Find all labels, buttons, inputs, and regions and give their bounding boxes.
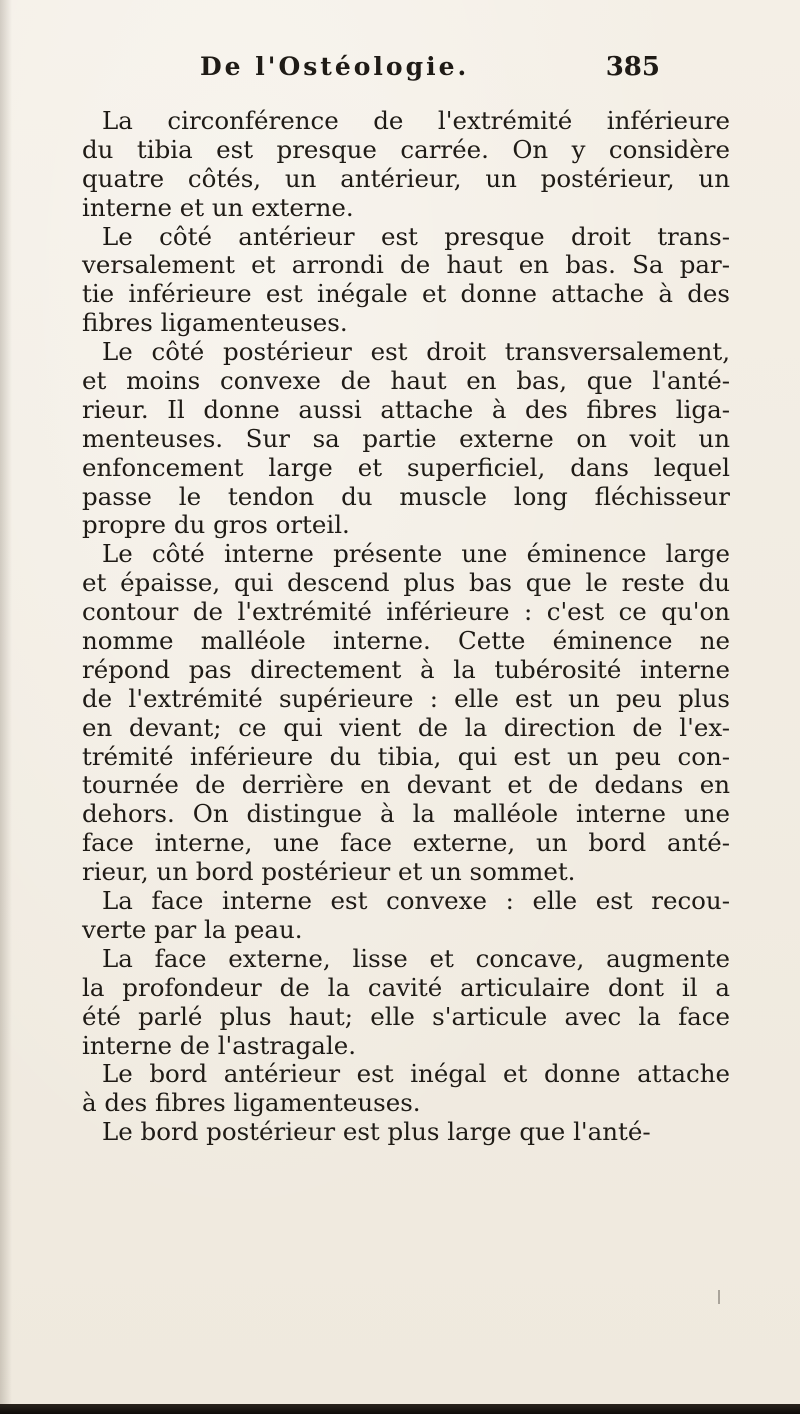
running-head: De l'Ostéologie.	[200, 52, 470, 81]
text-line: et moins convexe de haut en bas, que l'anté-	[82, 366, 730, 396]
print-mark	[718, 1290, 720, 1304]
text-line: répond pas directement à la tubérosité interne	[82, 654, 730, 684]
text-line: menteuses. Sur sa partie externe on voit un	[82, 423, 730, 453]
text-line: dehors. On distingue à la malléole interne une	[82, 799, 730, 829]
text-line: versalement et arrondi de haut en bas. Sa par-	[82, 250, 730, 280]
text-line: la profondeur de la cavité articulaire dont il a	[82, 972, 730, 1002]
text-line: La circonférence de l'extrémité inférieure	[102, 106, 730, 135]
text-line: face interne, une face externe, un bord anté-	[82, 828, 730, 858]
text-line: en devant; ce qui vient de la direction de l'ex-	[82, 712, 730, 742]
text-line: verte par la peau.	[82, 914, 303, 944]
text-line: tie inférieure est inégale et donne attache à des	[82, 279, 730, 309]
text-line: Le côté postérieur est droit transversalement,	[102, 337, 730, 367]
text-line: interne et un externe.	[82, 192, 354, 222]
binding-shadow	[0, 0, 12, 1414]
text-line: nomme malléole interne. Cette éminence ne	[82, 626, 730, 656]
text-line: été parlé plus haut; elle s'articule avec la face	[82, 1001, 730, 1031]
text-line: interne de l'astragale.	[82, 1030, 357, 1060]
text-line: Le côté interne présente une éminence large	[102, 539, 730, 569]
body-text	[82, 107, 730, 1147]
text-line: Le côté antérieur est presque droit trans-	[102, 221, 730, 251]
text-line: trémité inférieure du tibia, qui est un peu con-	[82, 741, 730, 771]
text-line: rieur. Il donne aussi attache à des fibres liga-	[82, 394, 730, 424]
page-header	[200, 52, 660, 88]
text-line: La face interne est convexe : elle est recou-	[102, 886, 730, 916]
text-line: à des fibres ligamenteuses.	[82, 1088, 421, 1118]
page-bottom-edge	[0, 1404, 800, 1414]
text-line: quatre côtés, un antérieur, un postérieur, un	[82, 163, 730, 193]
text-line: enfoncement large et superficiel, dans lequel	[82, 452, 730, 482]
text-line: et épaisse, qui descend plus bas que le reste du	[82, 568, 730, 598]
page-number: 385	[605, 52, 660, 82]
text-line: tournée de derrière en devant et de dedans en	[82, 770, 730, 800]
text-line: de l'extrémité supérieure : elle est un peu plus	[82, 683, 730, 713]
text-line: La face externe, lisse et concave, augmente	[102, 943, 730, 973]
text-line: passe le tendon du muscle long fléchisseur	[82, 481, 730, 511]
text-line: Le bord postérieur est plus large que l'anté-	[102, 1117, 651, 1147]
text-line: fibres ligamenteuses.	[82, 308, 348, 338]
text-line: contour de l'extrémité inférieure : c'est ce qu'on	[82, 597, 730, 627]
text-line: rieur, un bord postérieur et un sommet.	[82, 857, 576, 887]
text-line: propre du gros orteil.	[82, 510, 350, 540]
text-line: du tibia est presque carrée. On y considère	[82, 134, 730, 164]
text-line: Le bord antérieur est inégal et donne attache	[102, 1059, 730, 1089]
